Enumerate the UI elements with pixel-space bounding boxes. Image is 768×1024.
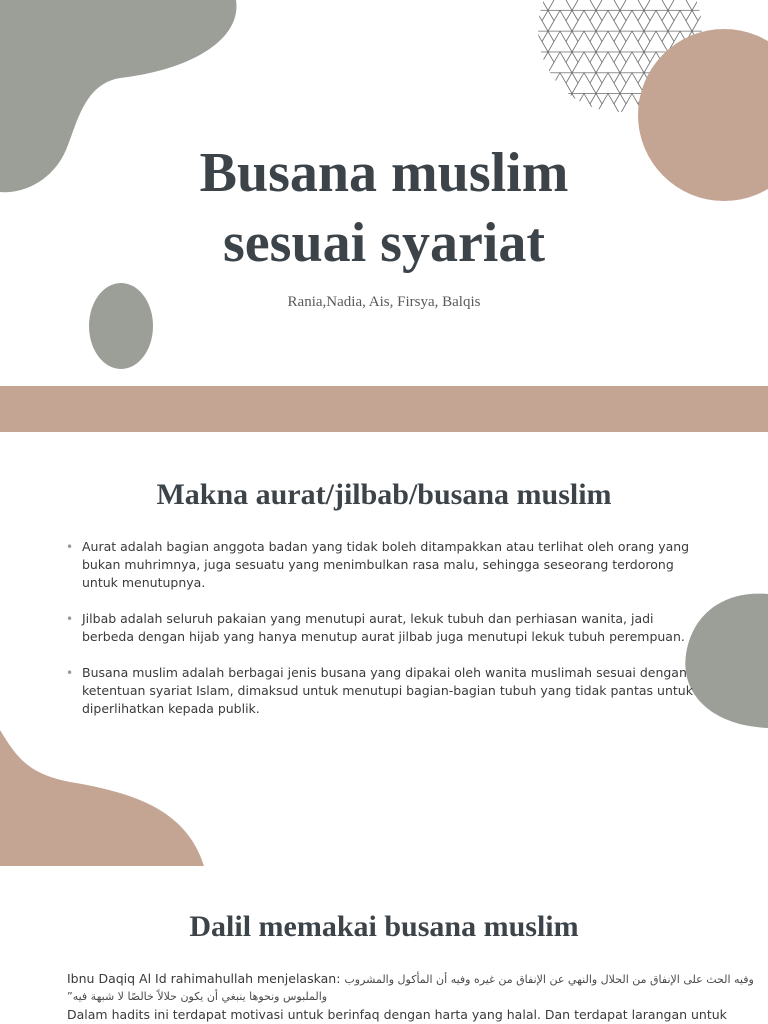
dalil-slide bbox=[0, 866, 768, 1024]
quote-line-1 bbox=[67, 970, 754, 989]
authors-list: Rania,Nadia, Ais, Firsya, Balqis bbox=[287, 294, 481, 310]
definition-slide bbox=[0, 432, 768, 866]
bullet-jilbab: • Jilbab adalah seluruh pakaian yang menutupi aurat, lekuk tubuh dan perhiasan wanita, jadi berbeda dengan hijab yang hanya menutup aurat jilbab juga menutupi lekuk tubuh perempuan. bbox=[66, 610, 706, 646]
rose-blob-bottom-left bbox=[0, 730, 206, 866]
section-title-makna: Makna aurat/jilbab/busana muslim bbox=[156, 478, 612, 511]
title-line-1: Busana muslim bbox=[199, 142, 569, 204]
definition-list bbox=[66, 538, 706, 736]
bullet-busana-muslim: • Busana muslim adalah berbagai jenis busana yang dipakai oleh wanita muslimah sesuai dengan ketentuan syariat Islam, dimaksud untuk menutupi bagian-bagian tubuh yang tidak pantas untuk diperlihatkan kepada publik. bbox=[66, 664, 706, 718]
arabic-quote-2: والملبوس ونحوها ينبغي أن يكون حلالاً خالصًا لا شبهة فيه” bbox=[67, 990, 328, 1003]
section-title-dalil: Dalil memakai busana muslim bbox=[189, 910, 579, 943]
explanation-line: Dalam hadits ini terdapat motivasi untuk berinfaq dengan harta yang halal. Dan terdapat larangan untuk bbox=[67, 1007, 727, 1022]
arabic-quote-1: وفيه الحث على الإنفاق من الحلال والنهي عن الإنفاق من غيره وفيه أن المأكول والمشروب bbox=[344, 973, 754, 986]
title-line-2: sesuai syariat bbox=[223, 212, 545, 274]
page-title bbox=[0, 138, 768, 278]
quote-intro: Ibnu Daqiq Al Id rahimahullah menjelaskan: bbox=[67, 971, 341, 986]
slide-divider-band bbox=[0, 386, 768, 432]
title-slide bbox=[0, 0, 768, 386]
bullet-aurat: • Aurat adalah bagian anggota badan yang tidak boleh ditampakkan atau terlihat oleh orang yang bukan muhrimnya, juga sesuatu yang menimbulkan rasa malu, sehingga seseorang terdorong untuk menutupnya. bbox=[66, 538, 706, 592]
